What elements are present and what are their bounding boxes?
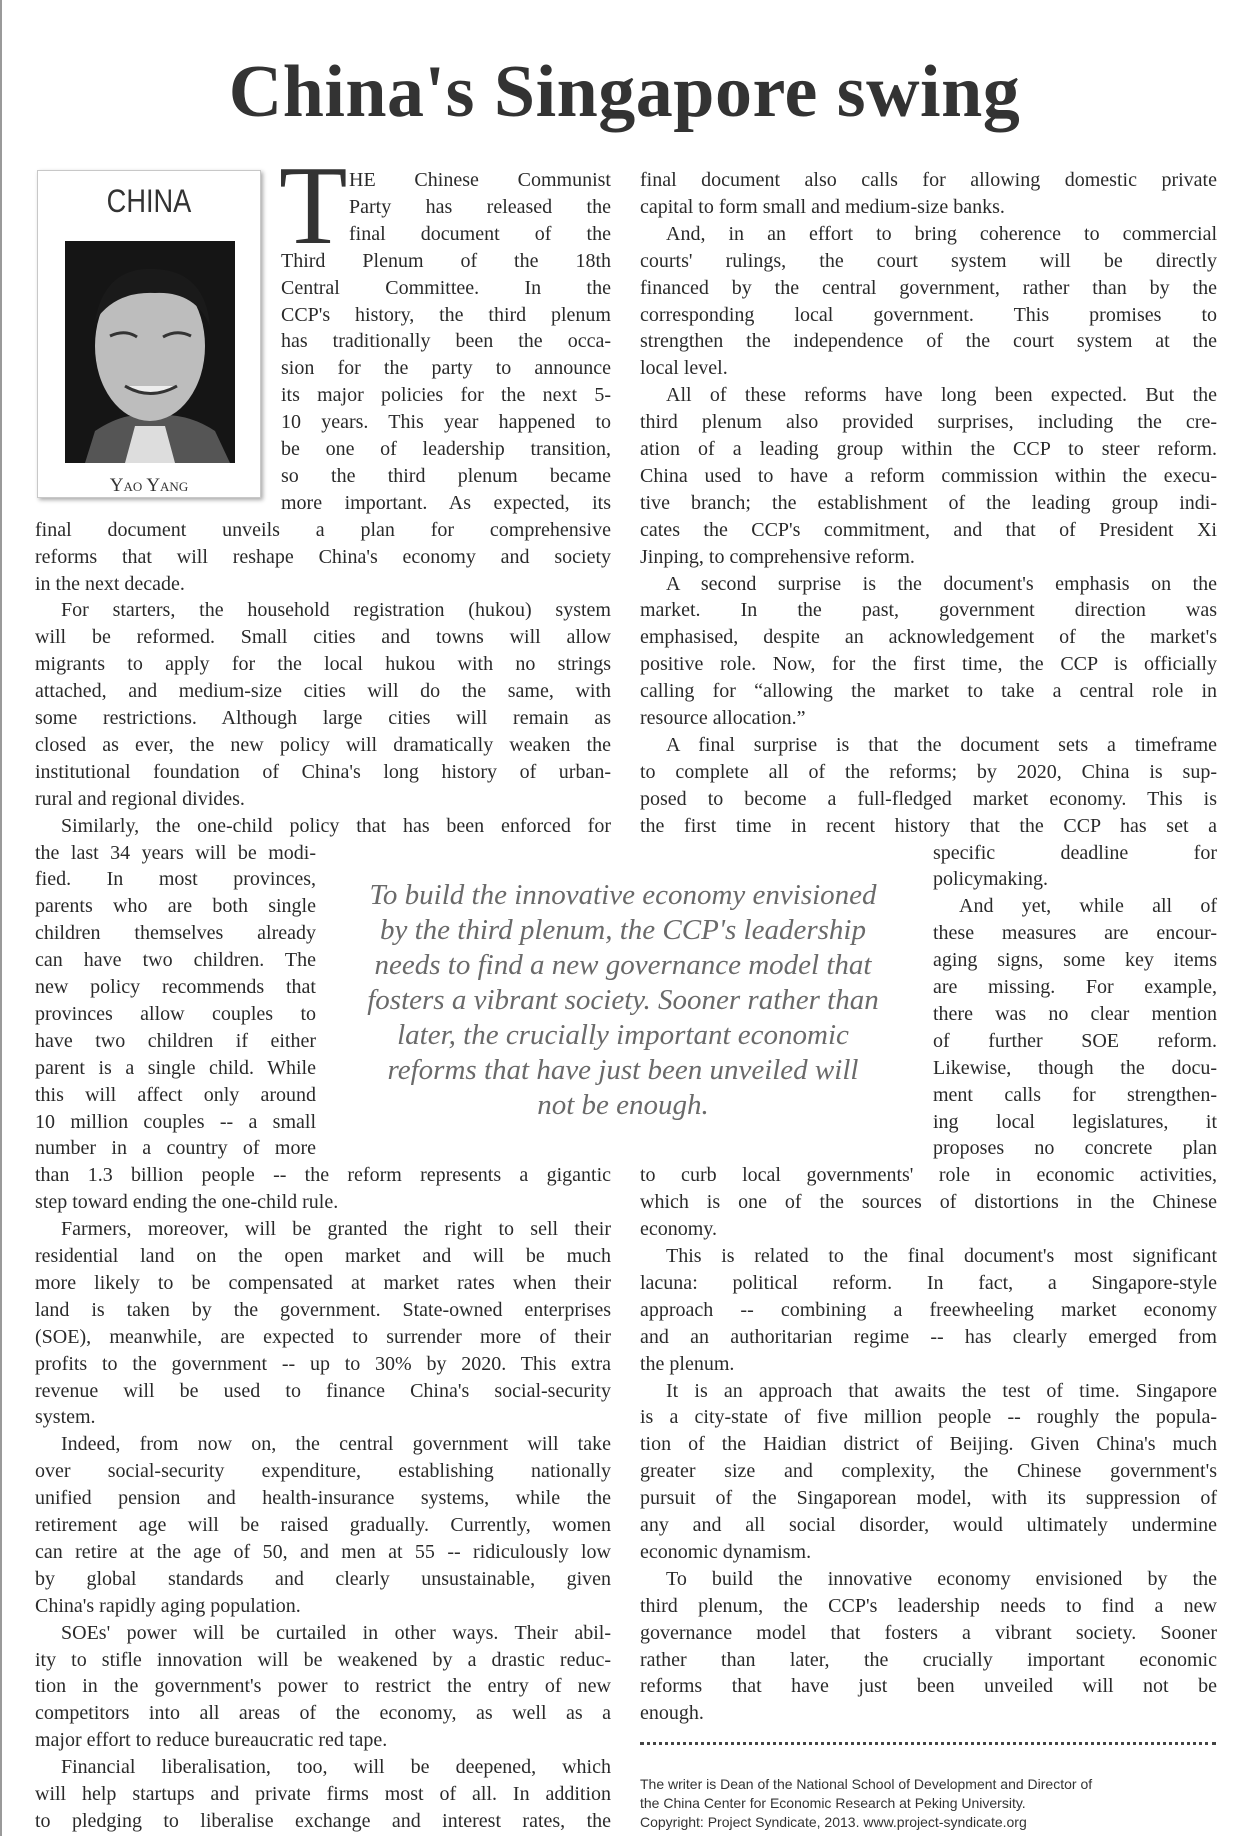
text-line: Financial liberalisation, too, will be deepened, which — [61, 1756, 611, 1779]
text-line: ation of a leading group within the CCP to steer reform. — [640, 438, 1217, 460]
text-line: more important. As expected, its — [281, 491, 611, 514]
text-line: there was no clear mention — [933, 1002, 1217, 1025]
text-line: attached, and medium-size cities will do the same, with — [35, 680, 611, 703]
text-line: market. In the past, government direction was — [640, 599, 1217, 622]
text-line: reforms that will reshape China's economy and society — [35, 545, 611, 568]
text-line: its major policies for the next 5- — [281, 384, 611, 407]
text-line: final document also calls for allowing domestic private — [640, 169, 1217, 191]
text-line: ment calls for strengthen- — [933, 1083, 1217, 1106]
divider-dotted — [640, 1742, 1216, 1745]
text-line: corresponding local government. This promises to — [640, 303, 1217, 326]
author-photo — [65, 241, 235, 463]
text-line: courts' rulings, the court system will be directly — [640, 249, 1217, 272]
text-line: tion in the government's power to restrict the entry of new — [35, 1675, 611, 1698]
text-line: institutional foundation of China's long history of urban- — [35, 760, 611, 783]
text-line: capital to form small and medium-size banks. — [640, 195, 1005, 218]
text-line: enough. — [640, 1702, 704, 1725]
text-line: governance model that fosters a vibrant society. Sooner — [640, 1621, 1217, 1644]
text-line: to complete all of the reforms; by 2020, China is sup- — [640, 760, 1217, 783]
text-line: emphasised, despite an acknowledgement of the market's — [640, 626, 1217, 649]
text-line: specific deadline for — [933, 841, 1217, 864]
drop-cap: T — [279, 144, 348, 268]
text-line: can retire at the age of 50, and men at 55 -- ridiculously low — [35, 1540, 611, 1563]
text-line: land is taken by the government. State-owned enterprises — [35, 1298, 611, 1321]
text-line: step toward ending the one-child rule. — [35, 1191, 339, 1214]
pull-quote-line: later, the crucially important economic — [397, 1019, 849, 1051]
text-line: some restrictions. Although large cities will remain as — [35, 707, 611, 729]
text-line: Likewise, though the docu- — [933, 1056, 1217, 1079]
text-line: migrants to apply for the local hukou with no strings — [35, 653, 611, 676]
text-line: cates the CCP's commitment, and that of President Xi — [640, 518, 1217, 541]
text-line: And yet, while all of — [959, 895, 1217, 918]
text-line: A second surprise is the document's emphasis on the — [666, 572, 1217, 595]
text-line: provinces allow couples to — [35, 1002, 316, 1025]
text-line: children themselves already — [35, 922, 316, 945]
text-line: parent is a single child. While — [35, 1056, 316, 1079]
headline: China's Singapore swing — [228, 51, 1021, 133]
text-line: the first time in recent history that the CCP has set a — [640, 814, 1217, 837]
author-byline: Yao Yang — [109, 475, 189, 496]
text-line: the plenum. — [640, 1352, 735, 1375]
text-line: profits to the government -- up to 30% by 2020. This extra — [35, 1352, 611, 1375]
text-line: number in a country of more — [35, 1137, 316, 1160]
text-line: SOEs' power will be curtailed in other ways. Their abil- — [61, 1621, 611, 1644]
text-line: Similarly, the one-child policy that has been enforced for — [61, 814, 611, 837]
section-label: CHINA — [106, 183, 192, 219]
pull-quote-line: needs to find a new governance model that — [374, 949, 872, 981]
text-line: A final surprise is that the document sets a timeframe — [666, 733, 1217, 756]
text-line: 10 million couples -- a small — [35, 1110, 316, 1133]
text-line: To build the innovative economy envisioned by the — [666, 1567, 1217, 1590]
text-line: aging signs, some key items — [933, 949, 1217, 972]
text-line: of further SOE reform. — [933, 1029, 1217, 1052]
text-line: by global standards and clearly unsustainable, given — [35, 1567, 611, 1590]
text-line: resource allocation.” — [640, 707, 806, 729]
text-line: unified pension and health-insurance systems, while the — [35, 1487, 611, 1510]
text-line: are missing. For example, — [933, 976, 1217, 998]
text-line: than 1.3 billion people -- the reform represents a gigantic — [35, 1164, 611, 1187]
text-line: be one of leadership transition, — [281, 438, 611, 460]
text-line: parents who are both single — [35, 895, 316, 918]
footer-bio-line-1: The writer is Dean of the National School of Development and Director of — [640, 1776, 1093, 1792]
text-line: Jinping, to comprehensive reform. — [640, 545, 915, 568]
text-line: China used to have a reform commission within the execu- — [640, 464, 1217, 487]
text-line: tive branch; the establishment of the leading group indi- — [640, 491, 1217, 514]
text-line: economy. — [640, 1218, 718, 1241]
text-line: rural and regional divides. — [35, 787, 245, 810]
text-line: 10 years. This year happened to — [281, 411, 611, 434]
text-line: CCP's history, the third plenum — [281, 303, 611, 326]
text-line: lacuna: political reform. In fact, a Singapore-style — [640, 1271, 1217, 1294]
text-line: It is an approach that awaits the test of time. Singapore — [666, 1379, 1217, 1402]
text-line: have two children if either — [35, 1029, 316, 1052]
text-line: in the next decade. — [35, 572, 185, 595]
text-line: new policy recommends that — [35, 976, 316, 998]
text-line: competitors into all areas of the economy, as well as a — [35, 1702, 611, 1725]
text-line: will be reformed. Small cities and towns will allow — [35, 626, 611, 649]
author-photo-box — [37, 170, 261, 498]
text-line: closed as ever, the new policy will dramatically weaken the — [35, 733, 611, 756]
text-line: pursuit of the Singaporean model, with its suppression of — [640, 1487, 1217, 1510]
text-line: posed to become a full-fledged market economy. This is — [640, 787, 1217, 810]
text-line: more likely to be compensated at market rates when their — [35, 1271, 611, 1294]
text-line: Indeed, from now on, the central government will take — [61, 1433, 611, 1456]
text-line: retirement age will be raised gradually. Currently, women — [35, 1514, 611, 1536]
text-line: calling for “allowing the market to take a central role in — [640, 680, 1217, 703]
text-line: Party has released the — [349, 195, 611, 218]
text-line: For starters, the household registration (hukou) system — [61, 599, 611, 622]
text-line: any and all social disorder, would ultimately undermine — [640, 1514, 1217, 1536]
text-line: Central Committee. In the — [281, 276, 611, 299]
pull-quote-line: reforms that have just been unveiled will — [387, 1054, 859, 1086]
text-line: third plenum, the CCP's leadership needs to find a new — [640, 1594, 1217, 1617]
text-line: greater size and complexity, the Chinese government's — [640, 1460, 1217, 1483]
text-line: will help startups and private firms most of all. In addition — [35, 1783, 611, 1805]
text-line: sion for the party to announce — [281, 357, 611, 380]
text-line: final document unveils a plan for comprehensive — [35, 518, 611, 541]
text-line: fied. In most provinces, — [35, 868, 316, 891]
text-line: these measures are encour- — [933, 922, 1217, 945]
text-line: final document of the — [349, 222, 611, 245]
text-line: This is related to the final document's most significant — [666, 1245, 1217, 1267]
text-line: ity to stifle innovation will be weakened by a drastic reduc- — [35, 1648, 611, 1671]
text-line: which is one of the sources of distortions in the Chinese — [640, 1191, 1217, 1214]
pull-quote-line: not be enough. — [537, 1089, 709, 1121]
text-line: residential land on the open market and will be much — [35, 1245, 611, 1267]
pull-quote-line: To build the innovative economy envisioned — [369, 879, 877, 911]
pull-quote-line: by the third plenum, the CCP's leadership — [380, 914, 866, 946]
text-line: and an authoritarian regime -- has clearly emerged from — [640, 1325, 1217, 1348]
text-line: has traditionally been the occa- — [281, 330, 611, 353]
text-line: financed by the central government, rather than by the — [640, 276, 1217, 299]
text-line: positive role. Now, for the first time, the CCP is officially — [640, 653, 1217, 676]
footer-copyright: Copyright: Project Syndicate, 2013. www.project-syndicate.org — [640, 1814, 1027, 1830]
text-line: third plenum also provided surprises, including the cre- — [640, 411, 1217, 434]
text-line: revenue will be used to finance China's social-security — [35, 1379, 611, 1402]
text-line: reforms that have just been unveiled will not be — [640, 1675, 1217, 1698]
text-line: HE Chinese Communist — [349, 169, 611, 191]
text-line: the last 34 years will be modi- — [35, 841, 316, 864]
text-line: All of these reforms have long been expected. But the — [666, 384, 1217, 407]
text-line: system. — [35, 1406, 96, 1429]
text-line: approach -- combining a freewheeling market economy — [640, 1298, 1217, 1321]
text-line: over social-security expenditure, establishing nationally — [35, 1460, 611, 1483]
text-line: economic dynamism. — [640, 1540, 812, 1563]
text-line: can have two children. The — [35, 949, 316, 972]
text-line: so the third plenum became — [281, 464, 611, 487]
text-line: to curb local governments' role in economic activities, — [640, 1164, 1217, 1187]
text-line: China's rapidly aging population. — [35, 1594, 301, 1617]
text-line: major effort to reduce bureaucratic red tape. — [35, 1729, 388, 1752]
text-line: ing local legislatures, it — [933, 1110, 1217, 1133]
text-line: is a city-state of five million people -- roughly the popula- — [640, 1406, 1217, 1429]
text-line: local level. — [640, 357, 728, 380]
text-line: Third Plenum of the 18th — [281, 249, 611, 272]
text-line: strengthen the independence of the court system at the — [640, 330, 1217, 353]
text-line: (SOE), meanwhile, are expected to surrender more of their — [35, 1325, 611, 1348]
text-line: Farmers, moreover, will be granted the right to sell their — [61, 1218, 611, 1241]
text-line: tion of the Haidian district of Beijing. Given China's much — [640, 1433, 1217, 1456]
text-line: to pledging to liberalise exchange and interest rates, the — [35, 1809, 611, 1832]
text-line: policymaking. — [933, 868, 1048, 891]
page-edge-rule — [0, 0, 2, 1836]
text-line: rather than later, the crucially important economic — [640, 1648, 1217, 1671]
pull-quote-line: fosters a vibrant society. Sooner rather than — [367, 984, 879, 1016]
footer-bio-line-2: the China Center for Economic Research at Peking University. — [640, 1795, 1026, 1811]
text-line: this will affect only around — [35, 1083, 316, 1106]
text-line: proposes no concrete plan — [933, 1137, 1217, 1160]
text-line: And, in an effort to bring coherence to commercial — [666, 222, 1217, 245]
